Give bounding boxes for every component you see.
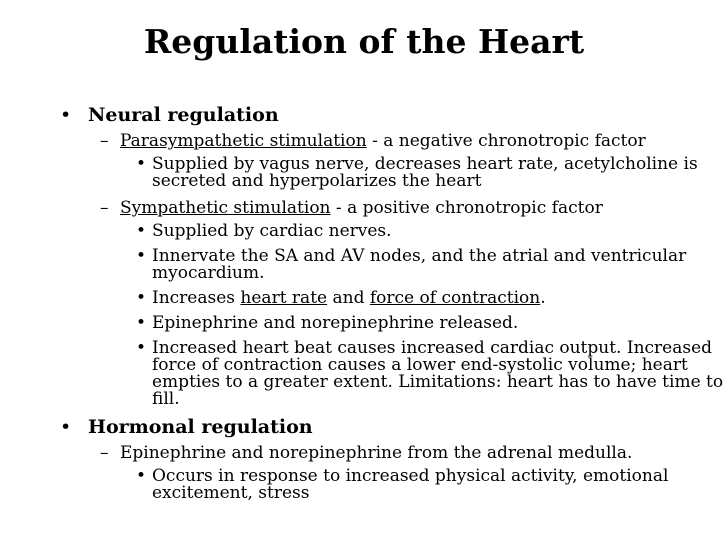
heading-hormonal-regulation: Hormonal regulation bbox=[88, 416, 313, 438]
term-parasympathetic: Parasympathetic stimulation bbox=[120, 131, 367, 151]
point-physical-activity bbox=[0, 468, 728, 502]
point-epinephrine-released bbox=[0, 315, 728, 332]
sympathetic-description: - a positive chronotropic factor bbox=[330, 198, 603, 218]
bullet-icon: • bbox=[136, 338, 147, 358]
point-text-suffix: . bbox=[540, 288, 546, 308]
bullet-icon: • bbox=[136, 313, 147, 333]
slide-title: Regulation of the Heart bbox=[143, 22, 585, 61]
term-heart-rate: heart rate bbox=[240, 288, 328, 308]
point-text: Increased heart beat causes increased cardiac output. Increased force of contraction causes a lower end-systolic volume; heart empties to a greater extent. Limitations: heart has to have time to fill. bbox=[152, 338, 724, 409]
term-force-of-contraction: force of contraction bbox=[369, 288, 541, 308]
point-text: Innervate the SA and AV nodes, and the atrial and ventricular myocardium. bbox=[152, 246, 687, 283]
slide-content bbox=[0, 104, 728, 510]
bullet-icon: • bbox=[136, 288, 147, 308]
sub-bullet-adrenal-medulla bbox=[0, 443, 728, 463]
dash-icon: – bbox=[100, 131, 109, 151]
point-vagus-nerve bbox=[0, 156, 728, 190]
point-text: Occurs in response to increased physical activity, emotional excitement, stress bbox=[152, 466, 669, 503]
point-text bbox=[152, 290, 728, 307]
point-text: Supplied by vagus nerve, decreases heart rate, acetylcholine is secreted and hyperpolarizes the heart bbox=[152, 154, 698, 191]
point-increases-rate-force bbox=[0, 290, 728, 307]
point-cardiac-nerves bbox=[0, 223, 728, 240]
bullet-icon: • bbox=[136, 246, 147, 266]
point-text: Supplied by cardiac nerves. bbox=[152, 221, 392, 241]
point-cardiac-output bbox=[0, 340, 728, 408]
dash-icon: – bbox=[100, 443, 109, 463]
bullet-icon: • bbox=[60, 416, 72, 438]
sub-bullet-sympathetic bbox=[0, 198, 728, 218]
bullet-icon: • bbox=[136, 466, 147, 486]
point-innervate-nodes bbox=[0, 248, 728, 282]
term-sympathetic: Sympathetic stimulation bbox=[120, 198, 331, 218]
point-text-joiner: and bbox=[327, 288, 370, 308]
bullet-icon: • bbox=[60, 104, 72, 126]
parasympathetic-description: - a negative chronotropic factor bbox=[366, 131, 646, 151]
dash-icon: – bbox=[100, 198, 109, 218]
bullet-icon: • bbox=[136, 221, 147, 241]
bullet-neural-regulation bbox=[0, 104, 728, 126]
bullet-hormonal-regulation bbox=[0, 416, 728, 438]
point-text: Epinephrine and norepinephrine released. bbox=[152, 313, 519, 333]
heading-neural-regulation: Neural regulation bbox=[88, 104, 279, 126]
sub-bullet-parasympathetic bbox=[0, 131, 728, 151]
point-text-prefix: Increases bbox=[152, 288, 241, 308]
bullet-icon: • bbox=[136, 154, 147, 174]
adrenal-medulla-text: Epinephrine and norepinephrine from the adrenal medulla. bbox=[120, 443, 633, 463]
